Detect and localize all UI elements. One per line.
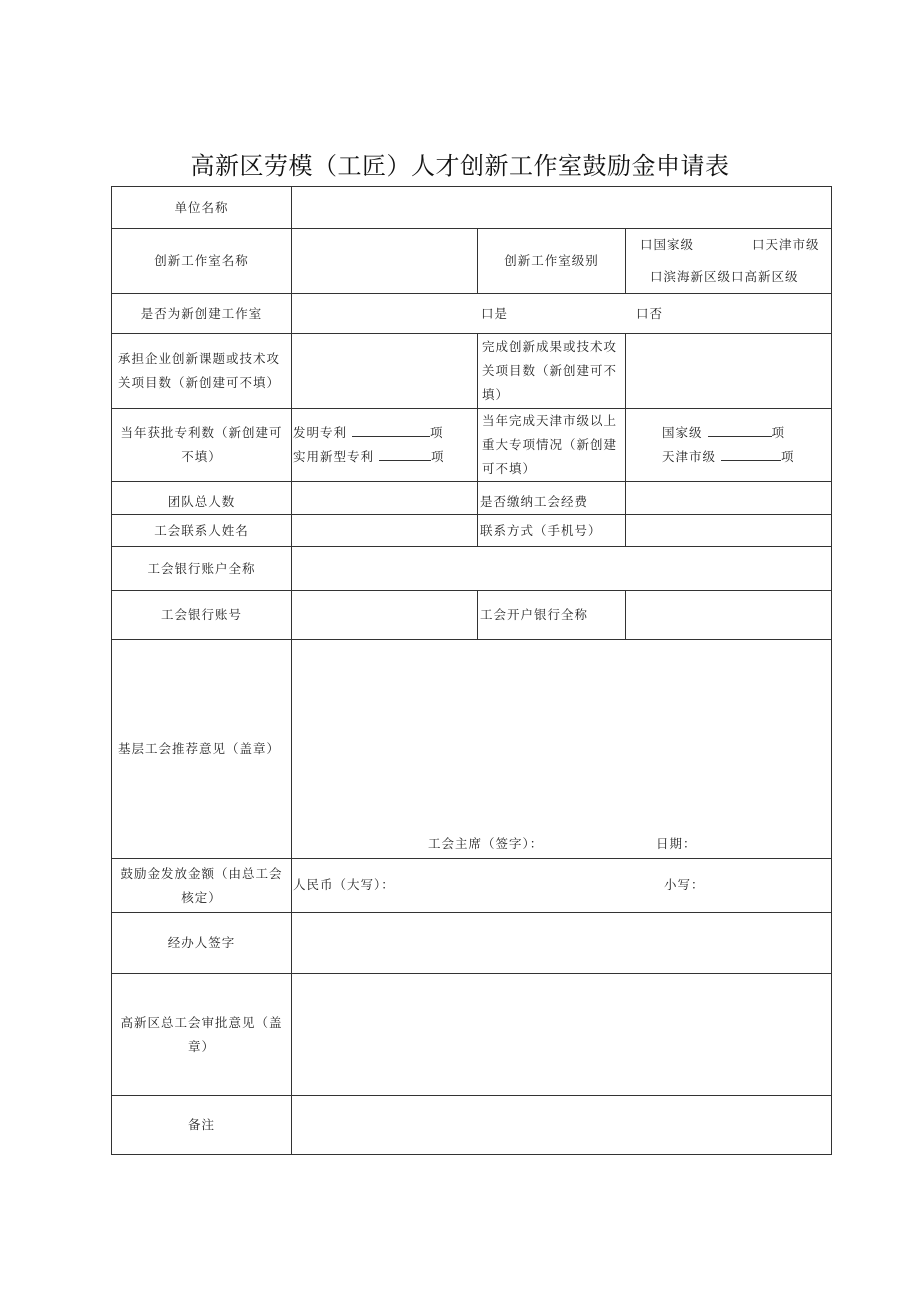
contact-phone-label: 联系方式（手机号） [478,515,626,547]
remarks-field[interactable] [292,1096,832,1155]
page-title: 高新区劳模（工匠）人才创新工作室鼓励金申请表 [190,152,730,180]
major-projects-field [626,409,832,482]
remarks-label: 备注 [112,1096,292,1155]
hq-opinion-label: 高新区总工会审批意见（盖章） [112,974,292,1096]
item-unit: 项 [771,425,786,440]
rmb-upper-label: 人民币（大写）： [293,877,395,892]
union-fee-label: 是否缴纳工会经费 [478,482,626,515]
hq-opinion-field[interactable] [292,974,832,1096]
patents-label: 当年获批专利数（新创建可不填） [112,409,292,482]
chairman-sign-label: 工会主席（签字）： [428,836,544,851]
national-level-input[interactable] [708,424,772,437]
studio-name-label: 创新工作室名称 [112,229,292,294]
checkbox-no[interactable]: 口否 [635,305,663,321]
grassroots-opinion-field[interactable] [292,640,832,859]
studio-name-field[interactable] [292,229,478,294]
item-unit: 项 [781,449,795,464]
team-size-field[interactable] [292,482,478,515]
bank-account-name-field[interactable] [292,547,832,591]
tianjin-level-input[interactable] [721,448,781,461]
unit-name-field[interactable] [292,187,832,229]
patents-field [292,409,478,482]
major-projects-label: 当年完成天津市级以上重大专项情况（新创建可不填） [478,409,626,482]
union-fee-field[interactable] [626,482,832,515]
contact-name-field[interactable] [292,515,478,547]
tianjin-level-label: 天津市级 [662,449,717,464]
is-new-options [292,294,832,334]
checkbox-binhai[interactable]: 口滨海新区级 [650,269,732,284]
is-new-label: 是否为新创建工作室 [112,294,292,334]
unit-name-label: 单位名称 [112,187,292,229]
contact-name-label: 工会联系人姓名 [112,515,292,547]
achievements-label: 完成创新成果或技术攻关项目数（新创建可不填） [478,334,626,409]
bank-name-label: 工会开户银行全称 [478,591,626,640]
contact-phone-field[interactable] [626,515,832,547]
studio-level-options [626,229,832,294]
date-label: 日期： [656,836,697,851]
handler-sign-field[interactable] [292,913,832,974]
checkbox-national[interactable]: 口国家级 [640,237,695,252]
studio-level-label: 创新工作室级别 [478,229,626,294]
national-level-label: 国家级 [662,425,703,440]
bank-account-no-field[interactable] [292,591,478,640]
utility-patent-input[interactable] [379,448,431,461]
team-size-label: 团队总人数 [112,482,292,515]
amount-label: 鼓励金发放金额（由总工会核定） [112,859,292,913]
projects-undertaken-label: 承担企业创新课题或技术攻关项目数（新创建可不填） [112,334,292,409]
grassroots-opinion-label: 基层工会推荐意见（盖章） [112,640,292,859]
item-unit: 项 [431,449,445,464]
utility-patent-label: 实用新型专利 [293,449,375,464]
bank-account-no-label: 工会银行账号 [112,591,292,640]
checkbox-yes[interactable]: 口是 [480,305,508,321]
checkbox-tianjin[interactable]: 口天津市级 [751,237,820,252]
invention-patent-label: 发明专利 [293,425,348,440]
invention-patent-input[interactable] [352,424,430,437]
projects-undertaken-field[interactable] [292,334,478,409]
lower-label: 小写： [664,877,705,892]
amount-field[interactable] [292,859,832,913]
handler-sign-label: 经办人签字 [112,913,292,974]
application-form [111,186,832,1155]
achievements-field[interactable] [626,334,832,409]
checkbox-hightech[interactable]: 口高新区级 [731,269,799,284]
item-unit: 项 [430,425,444,440]
bank-account-name-label: 工会银行账户全称 [112,547,292,591]
bank-name-field[interactable] [626,591,832,640]
